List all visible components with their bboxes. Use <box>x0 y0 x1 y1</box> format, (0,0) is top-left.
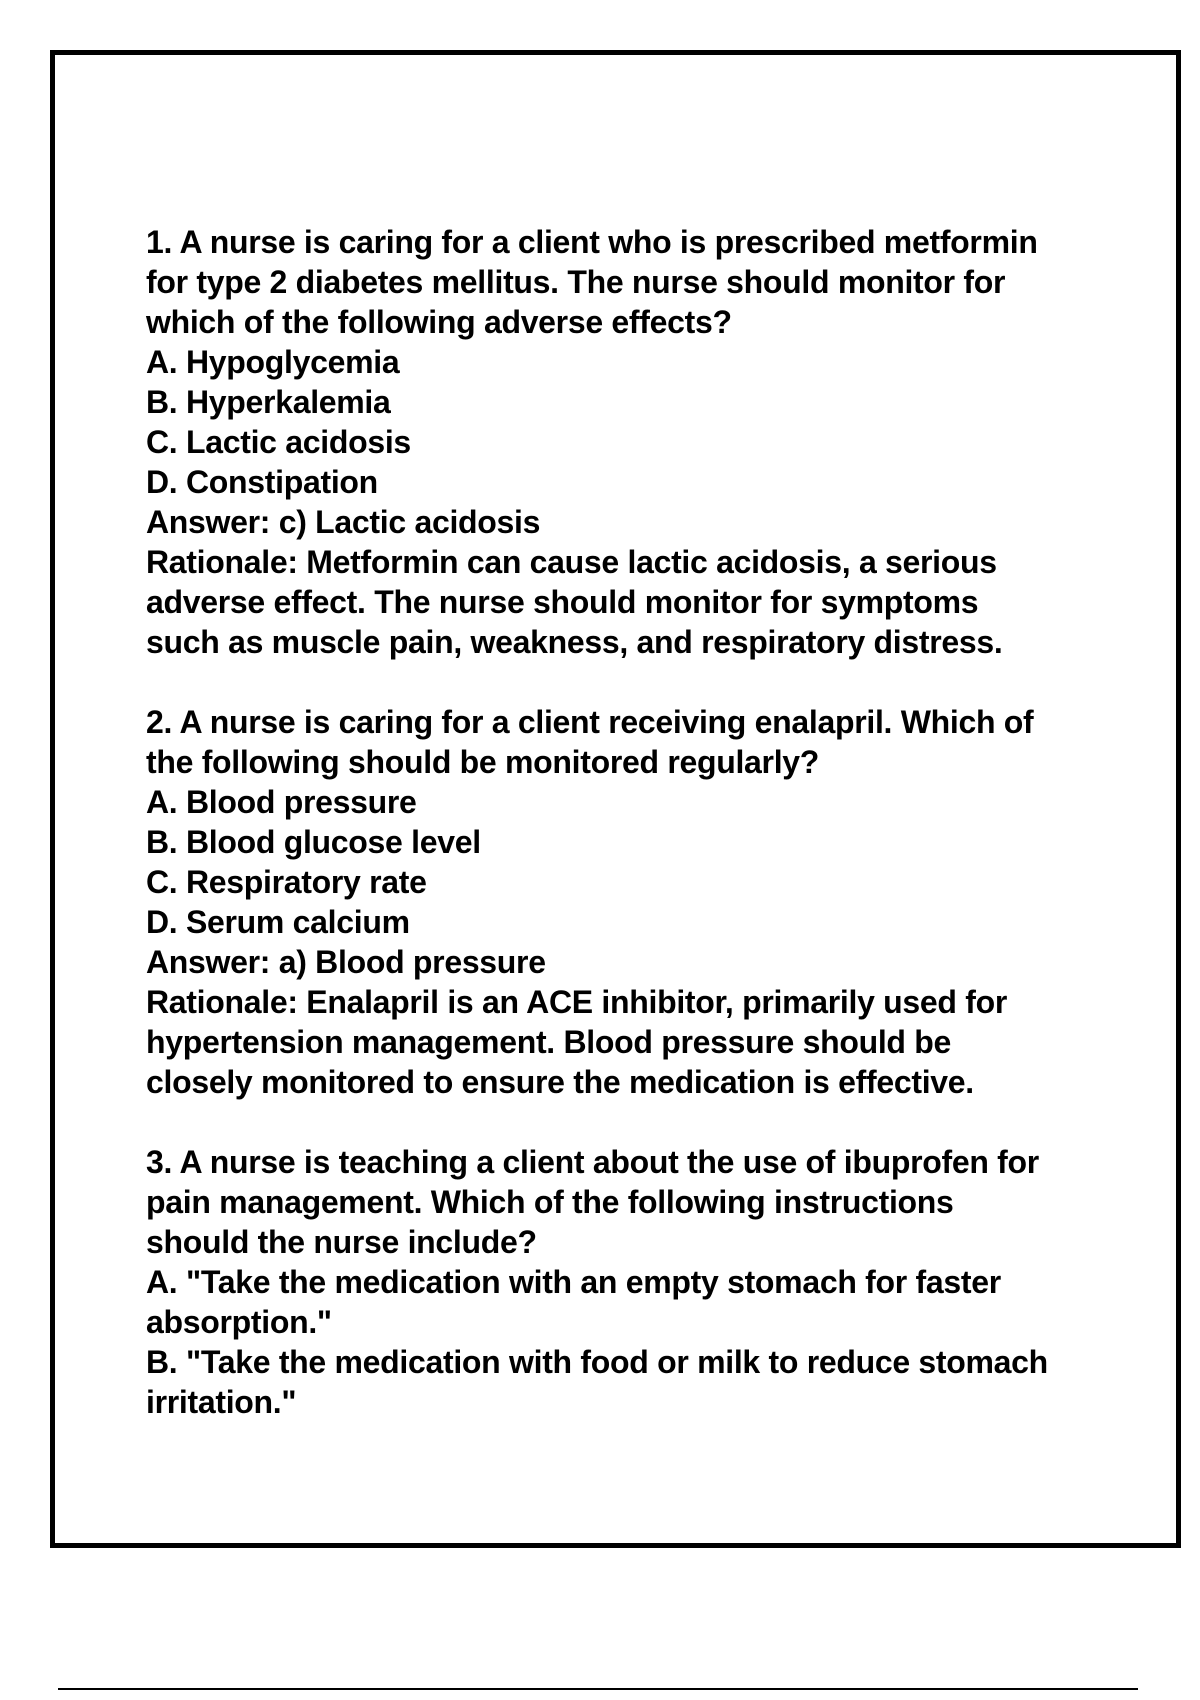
option-c: C. Lactic acidosis <box>146 424 411 460</box>
option-c: C. Respiratory rate <box>146 864 427 900</box>
answer-line: Answer: a) Blood pressure <box>146 944 546 980</box>
option-b-continued: irritation." <box>146 1384 297 1420</box>
question-3 <box>146 1142 1106 1422</box>
option-a-continued: absorption." <box>146 1304 332 1340</box>
rationale-line: Rationale: Enalapril is an ACE inhibitor, primarily used for <box>146 984 1007 1020</box>
question-stem-line: pain management. Which of the following instructions <box>146 1184 954 1220</box>
question-1 <box>146 222 1106 662</box>
question-stem-line: 1. A nurse is caring for a client who is prescribed metformin <box>146 224 1038 260</box>
option-a: A. "Take the medication with an empty stomach for faster <box>146 1264 1001 1300</box>
question-stem-line: for type 2 diabetes mellitus. The nurse should monitor for <box>146 264 1006 300</box>
question-2 <box>146 702 1106 1102</box>
option-b: B. Blood glucose level <box>146 824 481 860</box>
question-stem-line: 2. A nurse is caring for a client receiving enalapril. Which of <box>146 704 1034 740</box>
option-d: D. Serum calcium <box>146 904 410 940</box>
rationale-line: adverse effect. The nurse should monitor for symptoms <box>146 584 979 620</box>
option-b: B. Hyperkalemia <box>146 384 391 420</box>
rationale-line: hypertension management. Blood pressure should be <box>146 1024 952 1060</box>
rationale-line: closely monitored to ensure the medication is effective. <box>146 1064 974 1100</box>
option-a: A. Hypoglycemia <box>146 344 400 380</box>
bottom-divider <box>58 1688 1138 1690</box>
question-stem-line: which of the following adverse effects? <box>146 304 732 340</box>
rationale-line: such as muscle pain, weakness, and respiratory distress. <box>146 624 1003 660</box>
answer-line: Answer: c) Lactic acidosis <box>146 504 541 540</box>
question-stem-line: the following should be monitored regularly? <box>146 744 820 780</box>
question-content <box>146 222 1106 1462</box>
question-stem-line: 3. A nurse is teaching a client about the use of ibuprofen for <box>146 1144 1039 1180</box>
option-b: B. "Take the medication with food or milk to reduce stomach <box>146 1344 1048 1380</box>
option-a: A. Blood pressure <box>146 784 417 820</box>
option-d: D. Constipation <box>146 464 378 500</box>
rationale-line: Rationale: Metformin can cause lactic acidosis, a serious <box>146 544 997 580</box>
question-stem-line: should the nurse include? <box>146 1224 537 1260</box>
